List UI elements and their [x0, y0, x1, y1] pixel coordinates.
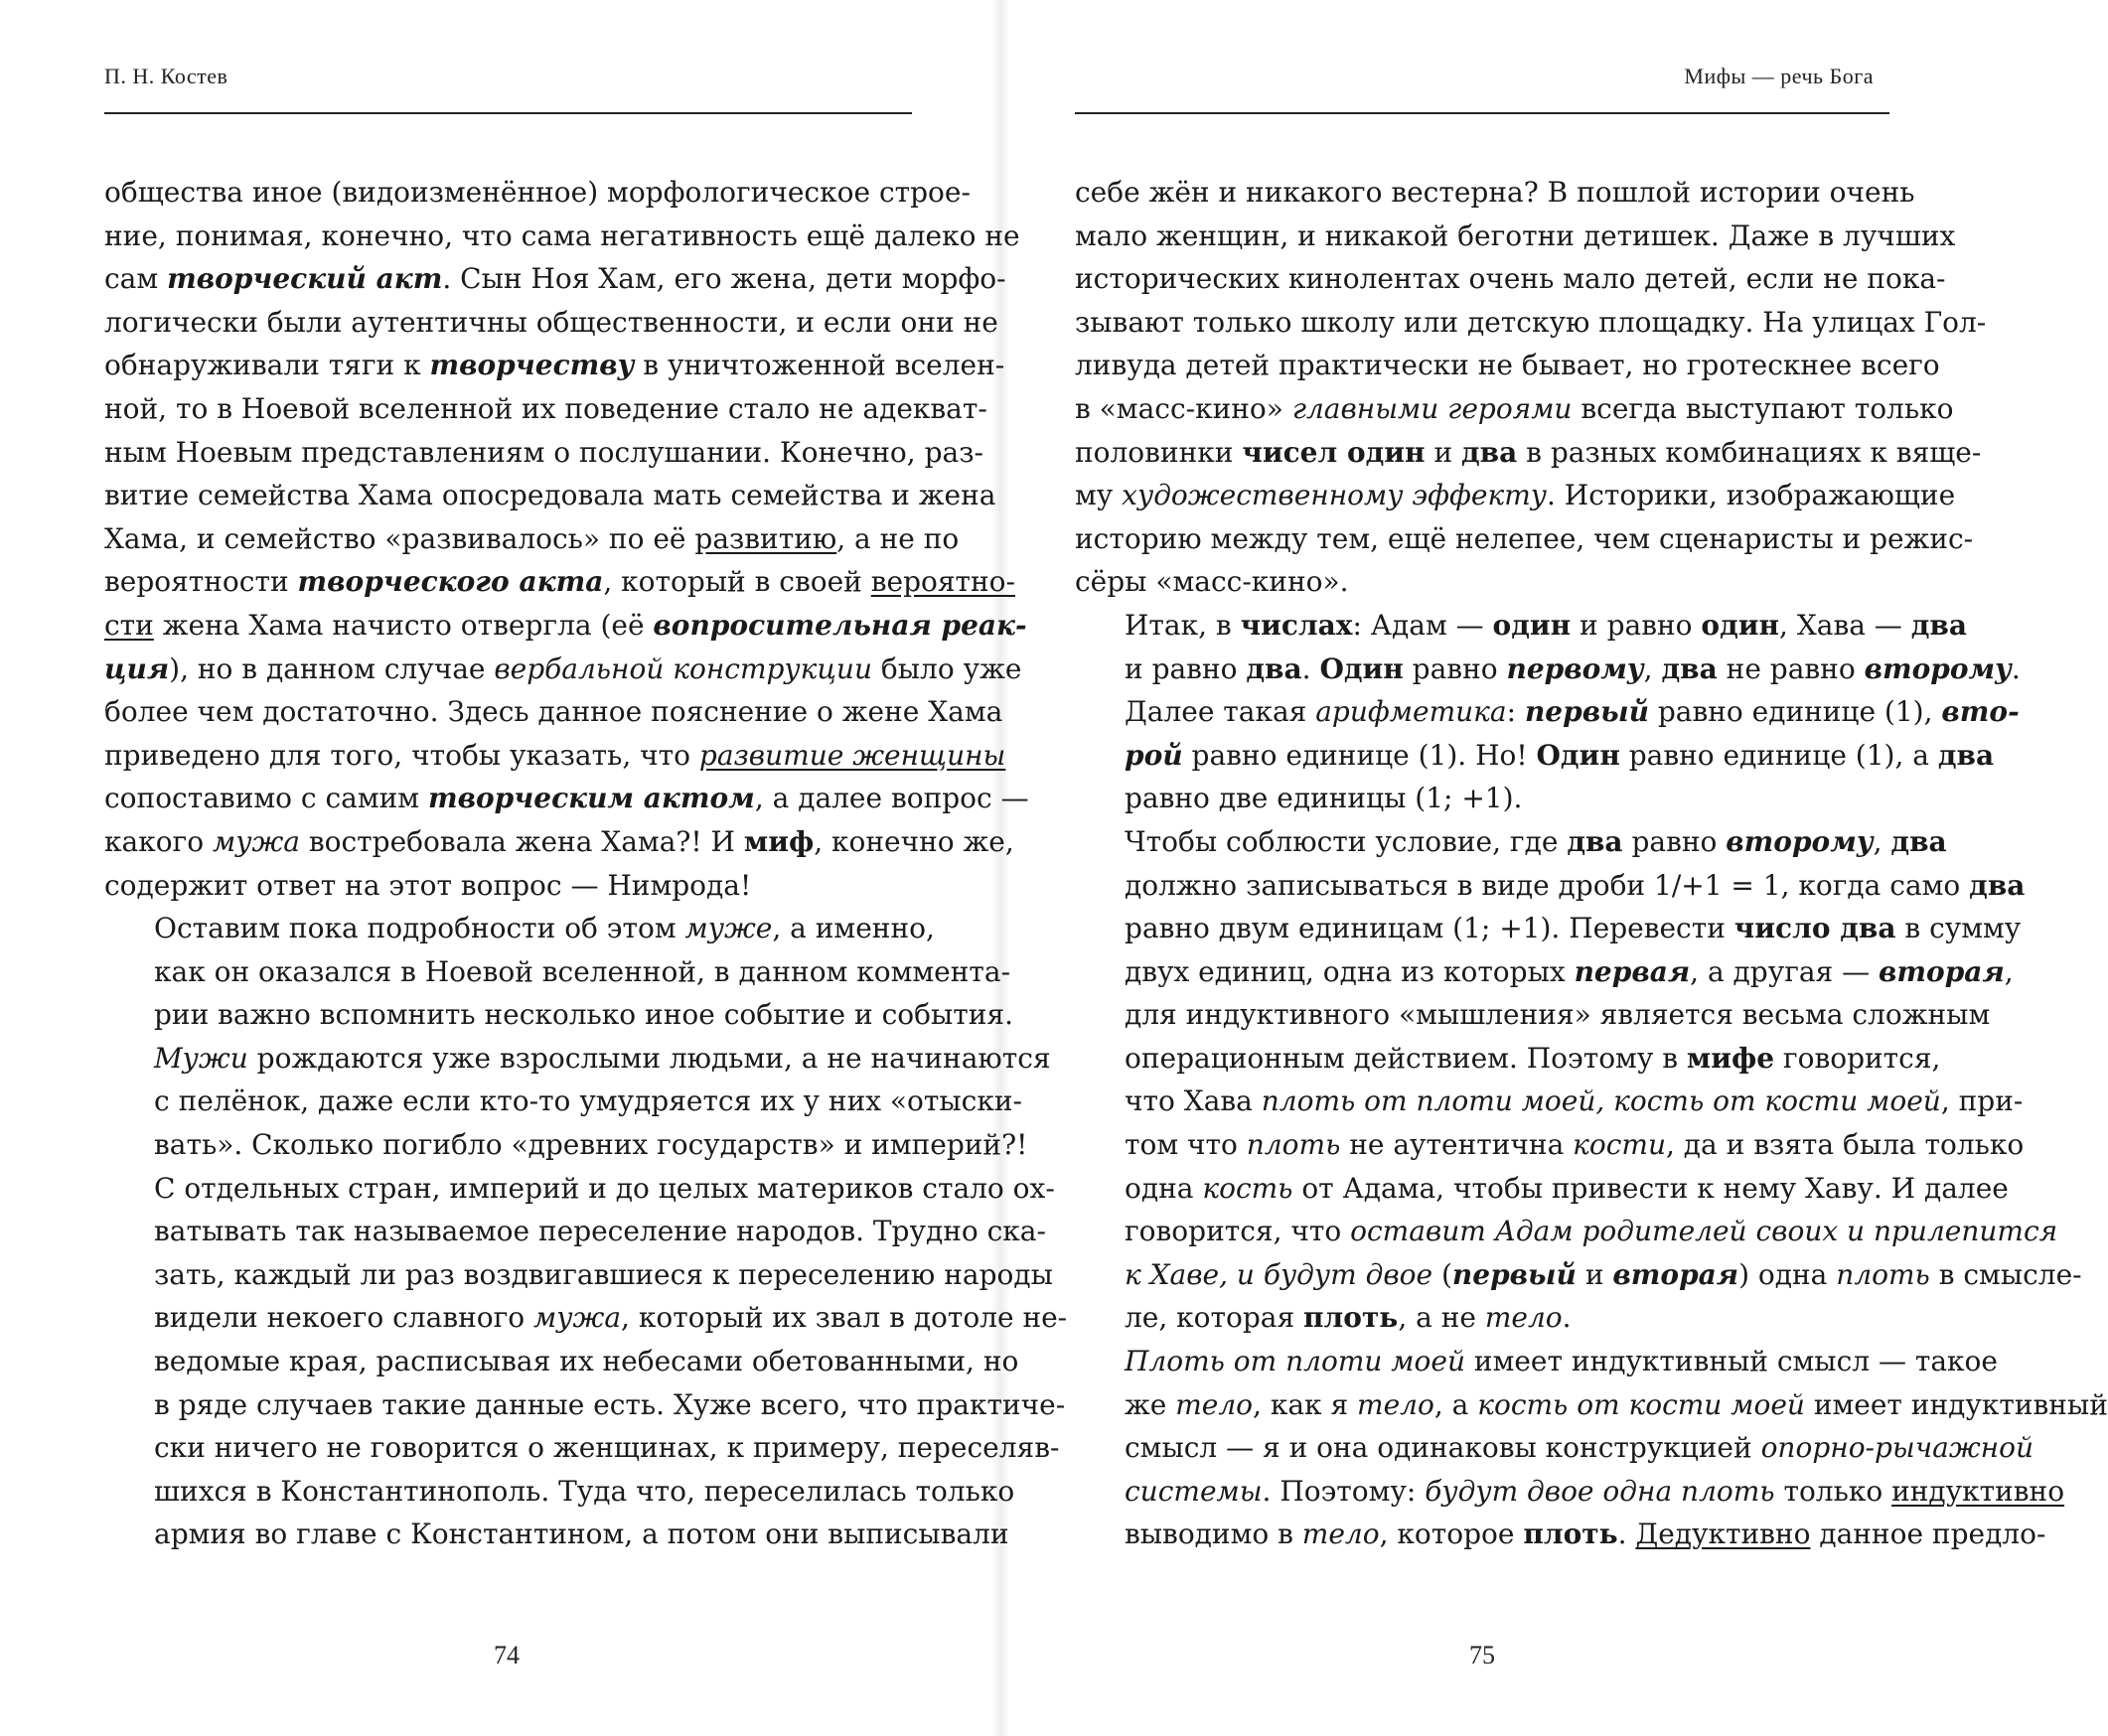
text-line [1075, 1383, 2108, 1427]
text-run: говорится, [1774, 1041, 1941, 1075]
text-run: сти [104, 608, 154, 642]
text-run: мифе [1686, 1041, 1775, 1075]
text-run: ( [1432, 1257, 1452, 1291]
text-run: , да и взята была только [1666, 1128, 2025, 1162]
text-run: смысл — я и она одинаковы конструкцией [1125, 1431, 1761, 1465]
text-run: число два [1733, 912, 1896, 945]
text-run: Дедуктивно [1635, 1518, 1811, 1551]
text-run: с пелёнок, даже если кто-то умудряется их у них «отыски- [154, 1085, 1022, 1118]
text-line [1075, 777, 1891, 820]
text-run: два [1461, 435, 1518, 469]
text-run: имеет индуктивный [1804, 1387, 2108, 1421]
right-page [993, 0, 2108, 1736]
text-run: творчеству [429, 349, 635, 382]
text-run: половинки [1075, 435, 1243, 469]
text-line [1075, 734, 1995, 778]
text-run: : Адам — [1352, 608, 1493, 642]
text-run: плоть [1246, 1128, 1341, 1162]
text-run: . Историки, изображающие [1547, 479, 1956, 512]
paragraph [1075, 171, 1987, 604]
text-line [104, 344, 1005, 387]
running-head-author: П. Н. Костев [104, 64, 228, 88]
text-run: равно две единицы (1; +1). [1125, 782, 1523, 815]
text-run: в смысле- [1929, 1257, 2082, 1291]
text-run: творческим актом [427, 782, 755, 815]
text-line [1075, 215, 1956, 258]
text-run: два [1661, 651, 1718, 685]
header-rule [1075, 112, 1889, 114]
text-line [1075, 1513, 2046, 1556]
text-run: тело [1175, 1387, 1254, 1421]
text-run: числах [1240, 608, 1353, 642]
text-run: , который в своей [603, 565, 871, 599]
text-run: плоть от плоти моей, кость от кости моей [1261, 1085, 1941, 1118]
text-line [1075, 820, 1947, 864]
text-run: развитие женщины [698, 738, 1006, 772]
text-line [1075, 387, 1954, 431]
text-line [104, 907, 935, 950]
text-line [104, 1426, 1060, 1470]
text-run: в «масс-кино» [1075, 391, 1292, 425]
text-run: , а [1433, 1387, 1478, 1421]
text-line [104, 171, 971, 215]
text-run: тело [1301, 1518, 1380, 1551]
text-run: системы [1125, 1474, 1263, 1508]
text-run: . Сын Ноя Хам, его жена, дети морфо- [442, 262, 1006, 296]
text-run: опорно-рычажной [1760, 1431, 2034, 1465]
text-run: и равно [1571, 608, 1702, 642]
text-run: тело [1484, 1301, 1563, 1335]
text-run: было уже [872, 651, 1022, 685]
text-run: чисел один [1242, 435, 1426, 469]
text-run: кости [1573, 1128, 1666, 1162]
text-run: ватывать так называемое переселение народов. Трудно ска- [154, 1215, 1046, 1248]
text-line [1075, 517, 1974, 561]
text-run: муже [684, 912, 773, 945]
text-run: содержит ответ на этот вопрос — Нимрода! [104, 868, 752, 902]
text-line [104, 257, 1006, 301]
text-run: логически были аутентичны общественности, и если они не [104, 305, 998, 339]
text-line [1075, 907, 2022, 950]
text-run: вторая [1879, 954, 2005, 988]
text-line [104, 560, 1015, 604]
text-run: вербальной конструкции [494, 651, 872, 685]
text-run: всегда выступают только [1572, 391, 1954, 425]
text-line [1075, 1123, 2025, 1167]
text-run: видели некоего славного [154, 1301, 534, 1335]
text-run: ски ничего не говорится о женщинах, к примеру, переселяв- [154, 1431, 1060, 1465]
text-run: рождаются уже взрослыми людьми, а не начинаются [247, 1041, 1051, 1075]
text-run: второму [1726, 824, 1874, 858]
text-run: говорится, что [1125, 1215, 1351, 1248]
text-run: тело [1357, 1387, 1434, 1421]
text-run: первому [1506, 651, 1644, 685]
text-line [1075, 431, 1982, 475]
text-line [1075, 1340, 1998, 1383]
text-run: более чем достаточно. Здесь данное пояснение о жене Хама [104, 695, 1003, 729]
text-run: приведено для того, чтобы указать, что [104, 738, 699, 772]
text-run: один [1492, 608, 1572, 642]
text-line [1075, 648, 2021, 691]
text-run: в ряде случаев такие данные есть. Хуже всего, что практиче- [154, 1387, 1066, 1421]
text-line [104, 474, 996, 517]
page-number: 74 [494, 1641, 520, 1669]
text-run: первая [1574, 954, 1691, 988]
text-run: не равно [1717, 651, 1865, 685]
text-line [1075, 604, 1967, 648]
text-line [1075, 560, 1891, 604]
text-run: Итак, в [1125, 608, 1241, 642]
text-run: ), но в данном случае [169, 651, 495, 685]
text-run: , [2004, 954, 2014, 988]
text-line [104, 734, 1006, 778]
text-run: главными героями [1291, 391, 1573, 425]
text-run: второму [1864, 651, 2012, 685]
text-run: равно двум единицам (1; +1). Перевести [1125, 912, 1734, 945]
text-run: зать, каждый ли раз воздвигавшиеся к переселению народы [154, 1257, 1053, 1291]
text-run: ливуда детей практически не бывает, но гротескнее всего [1075, 349, 1940, 382]
text-run: что Хава [1125, 1085, 1262, 1118]
text-run: только [1774, 1474, 1892, 1508]
text-run: художественному эффекту [1122, 479, 1547, 512]
text-run: оставит Адам родителей своих и прилепится [1350, 1215, 2058, 1248]
text-run: . [1617, 1518, 1636, 1551]
text-run: данное предло- [1810, 1518, 2046, 1551]
text-run: плоть [1303, 1301, 1399, 1335]
text-line [104, 604, 1027, 648]
text-run: , который их звал в дотоле не- [621, 1301, 1068, 1335]
text-line [104, 1210, 1046, 1253]
left-page-body [104, 171, 1068, 1556]
text-line [1075, 301, 1987, 345]
text-run: операционным действием. Поэтому в [1125, 1041, 1687, 1075]
text-line [1075, 344, 1940, 387]
text-run: первый [1524, 695, 1649, 729]
text-line [1075, 690, 2020, 734]
text-line [104, 1513, 1009, 1556]
text-run: жена Хама начисто отвергла (её [153, 608, 654, 642]
text-run: вто- [1941, 695, 2020, 729]
text-run: вероятности [104, 565, 298, 599]
paragraph [104, 171, 1029, 907]
text-run: востребовала жена Хама?! И [299, 824, 744, 858]
paragraph [104, 907, 1068, 1556]
text-line [1075, 257, 1946, 301]
header-rule [104, 112, 912, 114]
text-run: и [1425, 435, 1462, 469]
text-run: , [1873, 824, 1891, 858]
text-run: , а далее вопрос — [754, 782, 1029, 815]
text-run: том что [1125, 1128, 1247, 1162]
text-run: в разных комбинациях к вяще- [1517, 435, 1982, 469]
text-run: ле, которая [1125, 1301, 1304, 1335]
text-run: мужа [533, 1301, 622, 1335]
text-run: имеет индуктивный смысл — такое [1465, 1345, 1998, 1378]
text-run: два [1567, 824, 1623, 858]
text-run: общества иное (видоизменённое) морфологическое строе- [104, 176, 971, 209]
page-number: 75 [1469, 1641, 1495, 1669]
text-run: два [1890, 824, 1947, 858]
text-run: вопросительная реак- [653, 608, 1027, 642]
text-run: творческого акта [297, 565, 604, 599]
text-run: , а не по [836, 521, 960, 555]
text-line [104, 1340, 1019, 1383]
text-run: равно [1622, 824, 1727, 858]
text-run: два [1969, 868, 2026, 902]
text-line [104, 777, 1029, 820]
text-run: от Адама, чтобы привести к нему Хаву. И далее [1292, 1171, 2009, 1205]
text-run: одна [1125, 1171, 1203, 1205]
text-run: равно единице (1), [1648, 695, 1942, 729]
text-run: Мужи [154, 1041, 248, 1075]
text-run: сёры «масс-кино». [1075, 565, 1349, 599]
text-run: два [1246, 651, 1302, 685]
text-line [104, 1296, 1068, 1340]
text-run: какого [104, 824, 213, 858]
text-run: сопоставимо с самим [104, 782, 428, 815]
text-run: вторая [1612, 1257, 1739, 1291]
text-run: два [1937, 738, 1995, 772]
text-run: к Хаве, и будут двое [1125, 1257, 1433, 1291]
text-run: . [1301, 651, 1320, 685]
text-line [104, 1470, 1015, 1514]
text-run: арифметика [1315, 695, 1507, 729]
text-run: Один [1319, 651, 1404, 685]
text-run: как он оказался в Ноевой вселенной, в данном коммента- [154, 954, 1011, 988]
text-line [1075, 993, 1991, 1037]
paragraph [1075, 820, 2082, 1340]
text-run: будут двое одна плоть [1425, 1474, 1775, 1508]
text-run: двух единиц, одна из которых [1125, 954, 1575, 988]
text-line [104, 950, 1011, 994]
text-run: миф [743, 824, 815, 858]
text-run: , а не [1398, 1301, 1485, 1335]
text-run: в уничтоженной вселен- [634, 349, 1005, 382]
text-run: обнаруживали тяги к [104, 349, 430, 382]
text-run: , которое [1379, 1518, 1524, 1551]
text-run: зывают только школу или детскую площадку. На улицах Гол- [1075, 305, 1987, 339]
text-line [104, 215, 1020, 258]
text-line [104, 993, 1013, 1037]
text-line [104, 864, 909, 908]
text-run: , как я [1253, 1387, 1358, 1421]
text-run: , конечно же, [814, 824, 1014, 858]
text-run: , при- [1940, 1085, 2024, 1118]
text-run: исторических кинолентах очень мало детей, если не пока- [1075, 262, 1946, 296]
text-run: выводимо в [1125, 1518, 1302, 1551]
text-run: Далее такая [1125, 695, 1316, 729]
text-line [104, 648, 1022, 691]
text-run: армия во главе с Константином, а потом они выписывали [154, 1518, 1009, 1551]
text-line [104, 431, 983, 475]
text-run: , а именно, [772, 912, 935, 945]
text-run: , [1643, 651, 1662, 685]
text-run: витие семейства Хама опосредовала мать семейства и жена [104, 479, 996, 512]
text-run: должно записываться в виде дроби 1/+1 = 1, когда само [1125, 868, 1970, 902]
running-head-title: Мифы — речь Бога [1684, 64, 1874, 88]
text-line [1075, 864, 2026, 908]
text-run: сам [104, 262, 168, 296]
text-line [104, 517, 960, 561]
text-line [104, 1080, 1022, 1123]
text-line [1075, 1253, 2082, 1297]
text-run: Оставим пока подробности об этом [154, 912, 685, 945]
text-line [104, 301, 998, 345]
text-line [104, 1123, 1028, 1167]
text-run: рии важно вспомнить несколько иное событие и события. [154, 998, 1013, 1032]
text-run: вать». Сколько погибло «древних государств» и империй?! [154, 1128, 1028, 1162]
text-run: ) одна [1738, 1257, 1837, 1291]
text-line [1075, 1210, 2058, 1253]
text-run: мало женщин, и никакой беготни детишек. Даже в лучших [1075, 218, 1956, 252]
text-run: развитию [694, 521, 837, 555]
text-run: кость от кости моей [1477, 1387, 1805, 1421]
text-run: кость [1202, 1171, 1293, 1205]
text-line [1075, 474, 1956, 517]
text-line [104, 1383, 1066, 1427]
text-run: для индуктивного «мышления» является весьма сложным [1125, 998, 1991, 1032]
text-line [104, 387, 987, 431]
text-line [104, 690, 1003, 734]
text-run: , Хава — [1779, 608, 1911, 642]
text-run: творческий акт [167, 262, 443, 296]
text-run: же [1125, 1387, 1176, 1421]
text-line [1075, 1426, 2034, 1470]
text-line [1075, 1470, 2065, 1514]
text-run: ние, понимая, конечно, что сама негативность ещё далеко не [104, 218, 1020, 252]
text-line [1075, 1167, 2009, 1211]
text-run: равно [1403, 651, 1507, 685]
text-run: мужа [212, 824, 300, 858]
text-run: шихся в Константинополь. Туда что, переселилась только [154, 1474, 1015, 1508]
text-run: два [1910, 608, 1967, 642]
text-run: ным Ноевым представлениям о послушании. Конечно, раз- [104, 435, 983, 469]
text-run: рой [1125, 738, 1183, 772]
text-line [104, 1037, 1051, 1081]
text-run: му [1075, 479, 1123, 512]
text-run: один [1701, 608, 1780, 642]
text-run: . Поэтому: [1262, 1474, 1426, 1508]
text-run: первый [1451, 1257, 1577, 1291]
text-line [104, 1167, 1055, 1211]
text-run: вероятно- [870, 565, 1015, 599]
text-line [104, 1253, 1053, 1297]
text-run: Один [1536, 738, 1620, 772]
text-run: индуктивно [1891, 1474, 2065, 1508]
text-run: ной, то в Ноевой вселенной их поведение стало не адекват- [104, 391, 987, 425]
text-line [1075, 1080, 2024, 1123]
text-run: ведомые края, расписывая их небесами обетованными, но [154, 1345, 1019, 1378]
text-run: не аутентична [1340, 1128, 1574, 1162]
text-run: , а другая — [1690, 954, 1880, 988]
text-run: Плоть от плоти моей [1125, 1345, 1465, 1378]
text-run: Хама, и семейство «развивалось» по её [104, 521, 695, 555]
text-line [1075, 1037, 1941, 1081]
text-run: : [1506, 695, 1525, 729]
text-run: плоть [1523, 1518, 1618, 1551]
text-run: . [1562, 1301, 1572, 1335]
text-run: равно единице (1), а [1619, 738, 1938, 772]
right-page-body [1075, 171, 2108, 1556]
text-line [104, 820, 1014, 864]
text-run: и равно [1125, 651, 1247, 685]
text-run: равно единице (1). Но! [1182, 738, 1537, 772]
text-run: ция [104, 651, 170, 685]
paragraph [1075, 1340, 2108, 1556]
paragraph [1075, 604, 2021, 820]
text-run: в сумму [1895, 912, 2022, 945]
text-run: . [2011, 651, 2021, 685]
text-run: плоть [1836, 1257, 1930, 1291]
text-run: себе жён и никакого вестерна? В пошлой истории очень [1075, 176, 1915, 209]
text-run: и [1576, 1257, 1613, 1291]
text-run: С отдельных стран, империй и до целых материков стало ох- [154, 1171, 1055, 1205]
text-run: историю между тем, ещё нелепее, чем сценаристы и режис- [1075, 521, 1974, 555]
text-line [1075, 171, 1915, 215]
text-line [1075, 1296, 1891, 1340]
text-line [1075, 950, 2014, 994]
text-run: Чтобы соблюсти условие, где [1125, 824, 1568, 858]
